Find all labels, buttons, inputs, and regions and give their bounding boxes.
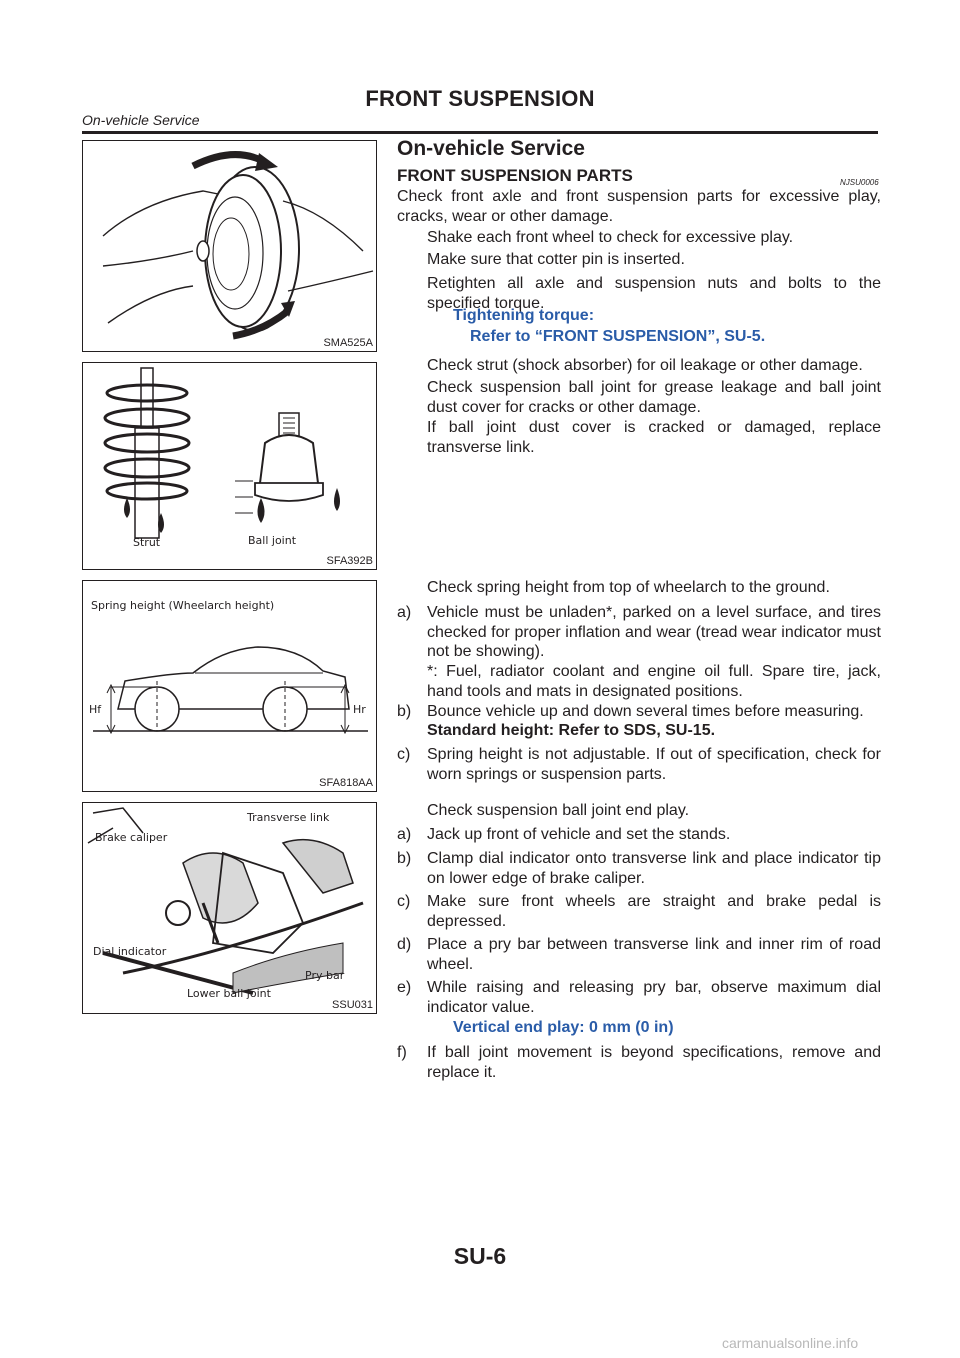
section-subtitle: FRONT SUSPENSION PARTS bbox=[397, 166, 633, 185]
header-rule bbox=[82, 131, 878, 134]
block4-f-label: f) bbox=[397, 1044, 407, 1061]
figure-ball-joint-end-play bbox=[82, 802, 377, 1014]
end-play-spec: Vertical end play: 0 mm (0 in) bbox=[453, 1019, 674, 1036]
block3-intro: Check spring height from top of wheelarch to the ground. bbox=[427, 579, 830, 596]
figure-strut-ball-joint bbox=[82, 362, 377, 570]
spring-height-illustration bbox=[83, 581, 377, 792]
label-ball-joint: Ball joint bbox=[248, 534, 297, 547]
block4-e-label: e) bbox=[397, 979, 412, 996]
block4-a-text: Jack up front of vehicle and set the stands. bbox=[427, 826, 731, 843]
page-number: SU-6 bbox=[453, 1243, 507, 1269]
label-spring-height-title: Spring height (Wheelarch height) bbox=[91, 599, 275, 612]
block3-c-text: Spring height is not adjustable. If out of specification, check for worn springs or suspension parts. bbox=[427, 746, 881, 783]
section-title: On-vehicle Service bbox=[397, 137, 585, 160]
block4-d-label: d) bbox=[397, 936, 412, 953]
page-header-title: FRONT SUSPENSION bbox=[365, 86, 595, 111]
block3-c-label: c) bbox=[397, 746, 411, 763]
label-transverse-link: Transverse link bbox=[247, 811, 330, 824]
block3-b-label: b) bbox=[397, 703, 412, 720]
strut-ball-joint-illustration bbox=[83, 363, 377, 570]
label-strut: Strut bbox=[133, 536, 161, 549]
block3-a-label: a) bbox=[397, 604, 412, 621]
label-dial-indicator: Dial indicator bbox=[93, 945, 167, 958]
figure-caption: SSU031 bbox=[332, 999, 373, 1011]
figure-wheel-play bbox=[82, 140, 377, 352]
label-lower-ball-joint: Lower ball joint bbox=[187, 987, 271, 1000]
watermark: carmanualsonline.info bbox=[722, 1335, 859, 1351]
block4-a-label: a) bbox=[397, 826, 412, 843]
block4-c-text: Make sure front wheels are straight and brake pedal is depressed. bbox=[427, 893, 881, 930]
figure-caption: SFA392B bbox=[326, 555, 373, 567]
block4-f-text: If ball joint movement is beyond specifications, remove and replace it. bbox=[427, 1044, 881, 1081]
wheel-play-illustration bbox=[83, 141, 377, 352]
ball-joint-end-play-illustration bbox=[83, 803, 377, 1014]
page-header-subtitle: On-vehicle Service bbox=[82, 112, 200, 128]
block1-item-1: Shake each front wheel to check for excessive play. bbox=[427, 229, 794, 246]
block4-b-text: Clamp dial indicator onto transverse link and place indicator tip on lower edge of brake caliper. bbox=[427, 850, 881, 887]
label-brake-caliper: Brake caliper bbox=[95, 831, 168, 844]
block4-intro: Check suspension ball joint end play. bbox=[427, 802, 690, 819]
block4-d-text: Place a pry bar between transverse link and inner rim of road wheel. bbox=[427, 936, 881, 973]
block4-b-label: b) bbox=[397, 850, 412, 867]
block3-b-text: Bounce vehicle up and down several times before measuring. bbox=[427, 703, 864, 720]
label-hr: Hr bbox=[353, 703, 366, 716]
figure-caption: SFA818AA bbox=[319, 777, 373, 789]
block4-e-text: While raising and releasing pry bar, observe maximum dial indicator value. bbox=[427, 979, 881, 1016]
block2-item-1: Check strut (shock absorber) for oil leakage or other damage. bbox=[427, 357, 863, 374]
block3-a-text: Vehicle must be unladen*, parked on a level surface, and tires checked for proper inflation and wear (tread wear indicator must not be showing). bbox=[427, 604, 881, 660]
section-code: NJSU0006 bbox=[840, 178, 879, 187]
figure-spring-height bbox=[82, 580, 377, 792]
block1-item-3: Retighten all axle and suspension nuts and bolts to the specified torque. bbox=[427, 275, 881, 312]
block2-item-3: If ball joint dust cover is cracked or damaged, replace transverse link. bbox=[427, 419, 881, 456]
block1-intro: Check front axle and front suspension parts for excessive play, cracks, wear or other damage. bbox=[397, 188, 881, 225]
block4-c-label: c) bbox=[397, 893, 411, 910]
block3-b-spec: Standard height: Refer to SDS, SU-15. bbox=[427, 722, 716, 739]
block1-item-2: Make sure that cotter pin is inserted. bbox=[427, 251, 685, 268]
block3-a-note: *: Fuel, radiator coolant and engine oil full. Spare tire, jack, hand tools and mats in designated positions. bbox=[427, 663, 881, 700]
label-pry-bar: Pry bar bbox=[305, 969, 345, 982]
figure-caption: SMA525A bbox=[323, 337, 373, 349]
torque-value: Refer to “FRONT SUSPENSION”, SU-5. bbox=[470, 328, 766, 345]
label-hf: Hf bbox=[89, 703, 102, 716]
torque-label: Tightening torque: bbox=[453, 307, 595, 324]
block2-item-2: Check suspension ball joint for grease leakage and ball joint dust cover for cracks or other damage. bbox=[427, 379, 881, 416]
